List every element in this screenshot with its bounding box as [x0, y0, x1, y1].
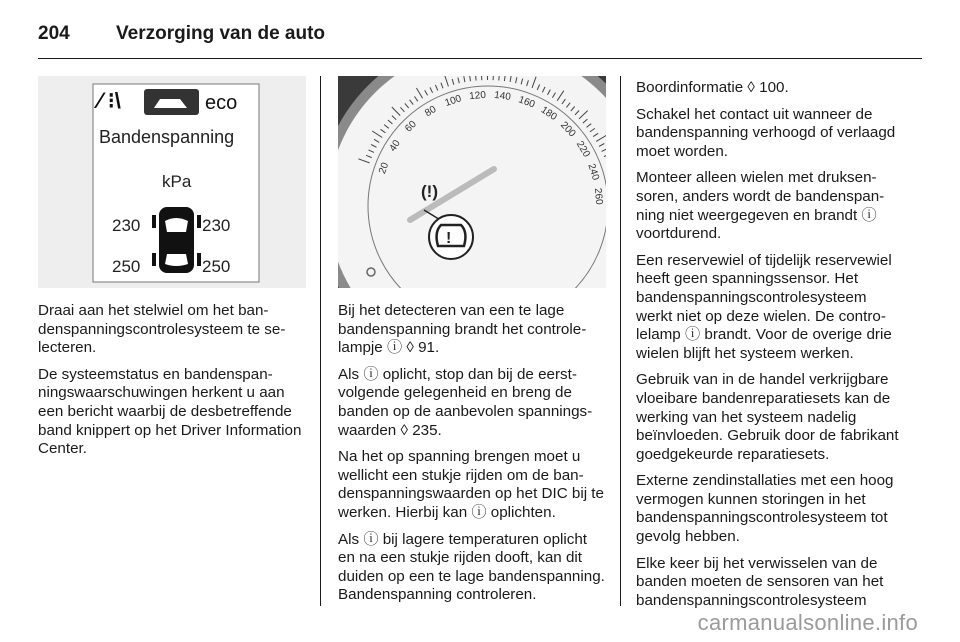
display-heading: Bandenspanning — [99, 127, 235, 147]
speed-tick-label: 140 — [493, 89, 512, 103]
paragraph: Als ⓘ oplicht, stop dan bij de eerstvolgende gelegenheid en breng de banden op de aanbevolen spanningswaarden ◊ 235. — [338, 365, 593, 439]
speed-tick-label: 220 — [573, 139, 592, 160]
header-rule — [38, 58, 922, 59]
paragraph: De systeemstatus en bandenspanningswaarschuwingen herkent u aan een bericht waarbij de desbetreffende band knippert op het Driver Information Center. — [38, 365, 302, 458]
paragraph: Externe zendinstallaties met een hoog vermogen kunnen storingen in het bandenspanningscontrolesysteem tot gevolg hebben. — [636, 472, 894, 546]
paragraph: Elke keer bij het verwisselen van de banden moeten de sensoren van het bandenspanningscontrolesysteem — [636, 554, 884, 609]
text-column-1 — [38, 302, 306, 467]
paragraph: Bij het detecteren van een te lage bandenspanning brandt het controlelampje ⓘ ◊ 91. — [338, 302, 587, 357]
speedometer-figure — [338, 76, 606, 288]
speed-tick-label: 240 — [585, 162, 601, 182]
car-topview-icon — [152, 207, 201, 273]
paragraph: Boordinformatie ◊ 100. — [636, 79, 789, 96]
speed-tick-label: 180 — [538, 104, 559, 123]
speed-tick-label: 160 — [516, 94, 537, 111]
rear-right-pressure: 250 — [202, 257, 231, 276]
display-unit: kPa — [162, 172, 192, 191]
speed-tick-label: 40 — [387, 138, 403, 154]
paragraph: Monteer alleen wielen met druksensoren, anders wordt de bandenspanning niet weergegeven en brandt ⓘ voortdurend. — [636, 169, 885, 243]
paragraph: Gebruik van in de handel verkrijgbare vloeibare bandenreparatiesets kan de werking van het systeem nadelig beïnvloeden. Gebruik door de fabrikant goedgekeurde reparatiesets. — [636, 371, 899, 463]
svg-text:!: ! — [446, 230, 452, 247]
column-divider-2 — [620, 76, 621, 606]
svg-text:(!): (!) — [421, 182, 438, 201]
speed-tick-label: 260 — [591, 187, 605, 206]
speed-tick-mark — [499, 76, 500, 81]
paragraph: Na het op spanning brengen moet u wellicht een stukje rijden om de bandenspanningswaarden op het DIC bij te werken. Hierbij kan ⓘ oplichten. — [338, 448, 604, 521]
page-number: 204 — [38, 23, 70, 44]
rear-left-pressure: 250 — [112, 257, 141, 276]
speed-tick-label: 200 — [558, 119, 578, 140]
paragraph: Draai aan het stelwiel om het bandenspanningscontrolesysteem te selecteren. — [38, 302, 286, 357]
icon-bar — [93, 88, 237, 115]
text-column-2 — [338, 302, 606, 613]
front-right-pressure: 230 — [202, 216, 231, 235]
paragraph: Als ⓘ bij lagere temperaturen oplicht en na een stukje rijden dooft, kan dit duiden op een te lage bandenspanning. Bandenspanning controleren. — [338, 530, 605, 604]
speed-tick-label: 120 — [468, 89, 487, 103]
speed-tick-label: 100 — [443, 93, 463, 109]
speed-tick-label: 80 — [423, 103, 439, 120]
speed-tick-label: 60 — [403, 118, 419, 135]
paragraph: Een reservewiel of tijdelijk reservewiel heeft geen spanningssensor. Het bandenspanningscontrolesysteem werkt niet op deze wielen. De controlelamp ⓘ brandt. Voor de overige drie wielen blijft het systeem werken. — [636, 251, 892, 362]
tyre-pressure-display-figure — [38, 76, 306, 288]
page-header — [38, 14, 325, 54]
eco-label: eco — [205, 92, 238, 114]
page-title: Verzorging van de auto — [116, 23, 326, 44]
paragraph: Schakel het contact uit wanneer de bandenspanning verhoogd of verlaagd moet worden. — [636, 105, 896, 160]
column-divider-1 — [320, 76, 321, 606]
road-icon: ⁄ ⁝\ — [98, 88, 121, 113]
front-left-pressure: 230 — [112, 216, 141, 235]
watermark: carmanualsonline.info — [697, 610, 918, 635]
text-column-3 — [636, 79, 904, 618]
speed-tick-label: 20 — [377, 161, 392, 176]
